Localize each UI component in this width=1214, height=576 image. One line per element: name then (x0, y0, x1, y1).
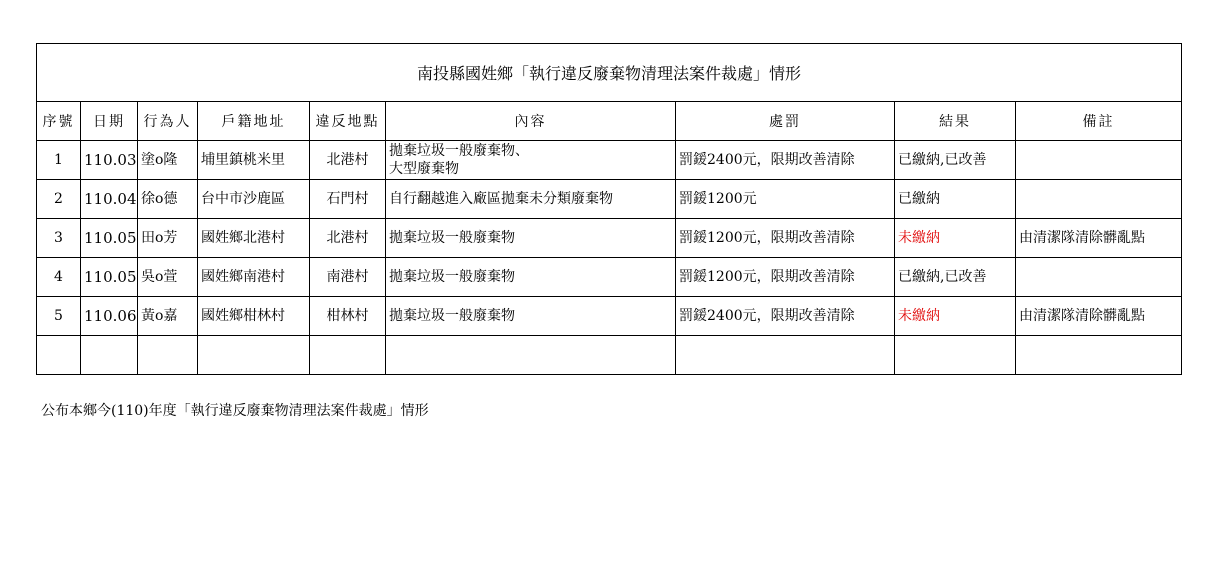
empty-cell (676, 336, 895, 375)
header-remark: 備註 (1016, 102, 1182, 141)
header-row (37, 102, 1182, 141)
header-no: 序號 (37, 102, 81, 141)
table-row (37, 219, 1182, 258)
header-content: 內容 (386, 102, 676, 141)
row-address: 埔里鎮桃米里 (198, 141, 310, 180)
header-date: 日期 (81, 102, 138, 141)
row-content: 自行翻越進入廠區拋棄未分類廢棄物 (386, 180, 676, 219)
empty-cell (1016, 336, 1182, 375)
row-penalty: 罰鍰2400元，限期改善清除 (676, 141, 895, 180)
row-location: 北港村 (310, 219, 386, 258)
row-location: 北港村 (310, 141, 386, 180)
row-content: 拋棄垃圾一般廢棄物 (386, 258, 676, 297)
empty-cell (81, 336, 138, 375)
row-no: 5 (37, 297, 81, 336)
table-row (37, 297, 1182, 336)
row-result-unpaid: 未繳納 (895, 219, 1016, 258)
row-date: 110.05 (81, 258, 138, 297)
empty-cell (310, 336, 386, 375)
table-row (37, 258, 1182, 297)
row-penalty: 罰鍰1200元 (676, 180, 895, 219)
row-result-unpaid: 未繳納 (895, 297, 1016, 336)
row-person: 徐o德 (138, 180, 198, 219)
empty-cell (386, 336, 676, 375)
table-row (37, 141, 1182, 180)
row-remark (1016, 180, 1182, 219)
row-address: 台中市沙鹿區 (198, 180, 310, 219)
row-no: 3 (37, 219, 81, 258)
row-remark (1016, 141, 1182, 180)
penalty-table (36, 43, 1182, 375)
row-date: 110.05 (81, 219, 138, 258)
header-person: 行為人 (138, 102, 198, 141)
row-penalty: 罰鍰1200元，限期改善清除 (676, 258, 895, 297)
empty-cell (37, 336, 81, 375)
row-person: 吳o萱 (138, 258, 198, 297)
row-location: 柑林村 (310, 297, 386, 336)
row-person: 田o芳 (138, 219, 198, 258)
row-penalty: 罰鍰2400元，限期改善清除 (676, 297, 895, 336)
row-person: 黃o嘉 (138, 297, 198, 336)
row-date: 110.06 (81, 297, 138, 336)
header-location: 違反地點 (310, 102, 386, 141)
empty-cell (895, 336, 1016, 375)
title-row (37, 44, 1182, 102)
table-title: 南投縣國姓鄉「執行違反廢棄物清理法案件裁處」情形 (37, 44, 1182, 102)
row-result: 已繳納 (895, 180, 1016, 219)
row-address: 國姓鄉北港村 (198, 219, 310, 258)
row-no: 1 (37, 141, 81, 180)
row-address: 國姓鄉南港村 (198, 258, 310, 297)
empty-cell (198, 336, 310, 375)
row-person: 塗o隆 (138, 141, 198, 180)
empty-row (37, 336, 1182, 375)
row-content: 拋棄垃圾一般廢棄物 (386, 219, 676, 258)
header-result: 結果 (895, 102, 1016, 141)
footnote: 公布本鄉今(110)年度「執行違反廢棄物清理法案件裁處」情形 (41, 403, 429, 419)
row-location: 南港村 (310, 258, 386, 297)
table-row (37, 180, 1182, 219)
header-address: 戶籍地址 (198, 102, 310, 141)
row-remark (1016, 258, 1182, 297)
row-no: 4 (37, 258, 81, 297)
row-remark: 由清潔隊清除髒亂點 (1016, 297, 1182, 336)
row-result: 已繳納,已改善 (895, 141, 1016, 180)
row-date: 110.04 (81, 180, 138, 219)
header-penalty: 處罰 (676, 102, 895, 141)
row-content-line2: 大型廢棄物 (389, 161, 459, 177)
row-content-line1: 拋棄垃圾一般廢棄物、 (389, 143, 529, 159)
row-no: 2 (37, 180, 81, 219)
row-remark: 由清潔隊清除髒亂點 (1016, 219, 1182, 258)
row-date: 110.03 (81, 141, 138, 180)
empty-cell (138, 336, 198, 375)
row-content (386, 141, 676, 180)
row-location: 石門村 (310, 180, 386, 219)
row-result: 已繳納,已改善 (895, 258, 1016, 297)
row-address: 國姓鄉柑林村 (198, 297, 310, 336)
row-penalty: 罰鍰1200元，限期改善清除 (676, 219, 895, 258)
row-content: 拋棄垃圾一般廢棄物 (386, 297, 676, 336)
